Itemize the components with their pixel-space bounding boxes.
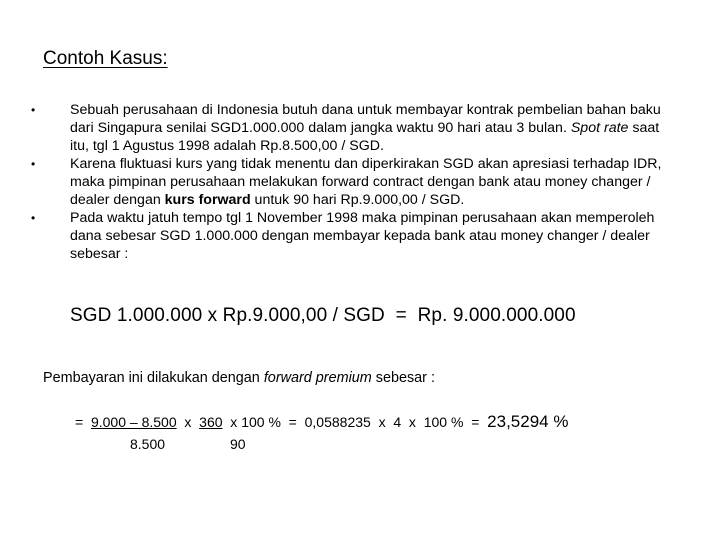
formula-rest: x 100 % = 0,0588235 x 4 x 100 % = <box>222 414 488 430</box>
forward-premium-term: forward premium <box>263 370 372 386</box>
list-item <box>31 209 681 263</box>
formula-numerator: 9.000 – 8.500 <box>90 414 177 430</box>
bullet-icon: • <box>31 211 36 225</box>
page-title: Contoh Kasus: <box>43 48 168 69</box>
bullet-text: untuk 90 hari Rp.9.000,00 / SGD. <box>250 192 465 208</box>
bullet-icon: • <box>31 103 36 117</box>
formula-days-denominator: 90 <box>230 436 246 452</box>
formula-denominator: 8.500 <box>130 436 166 452</box>
list-item <box>31 101 681 155</box>
bullet-text: Karena fluktuasi kurs yang tidak menentu dan diperkirakan SGD akan apresiasi terhadap IDR, maka pimpinan perusahaan melakukan forward contract dengan bank atau money changer / dealer dengan <box>70 156 662 208</box>
bullet-list <box>31 101 681 263</box>
list-item <box>31 155 681 209</box>
premium-formula <box>75 412 568 432</box>
payment-formula: SGD 1.000.000 x Rp.9.000,00 / SGD = Rp. 9.000.000.000 <box>70 305 576 326</box>
bullet-icon: • <box>31 157 36 171</box>
paragraph-text: Pembayaran ini dilakukan dengan <box>43 370 264 386</box>
premium-paragraph <box>43 370 435 386</box>
bullet-text: Pada waktu jatuh tempo tgl 1 November 1998 maka pimpinan perusahaan akan memperoleh dana sebesar SGD 1.000.000 dengan membayar kepada bank atau money changer / dealer sebesar : <box>70 210 655 262</box>
paragraph-text: sebesar : <box>371 370 435 386</box>
formula-prefix: = <box>75 414 91 430</box>
formula-result: 23,5294 % <box>487 412 569 431</box>
spot-rate-term: Spot rate <box>570 120 629 136</box>
bullet-text: Sebuah perusahaan di Indonesia butuh dana untuk membayar kontrak pembelian bahan baku dari Singapura senilai SGD1.000.000 dalam jangka waktu 90 hari atau 3 bulan. <box>70 102 661 136</box>
bullet-text: saat itu, tgl 1 Agustus 1998 adalah Rp.8.500,00 / SGD. <box>70 120 660 154</box>
formula-days-numerator: 360 <box>199 414 223 430</box>
kurs-forward-term: kurs forward <box>164 192 251 208</box>
formula-times: x <box>176 414 200 430</box>
